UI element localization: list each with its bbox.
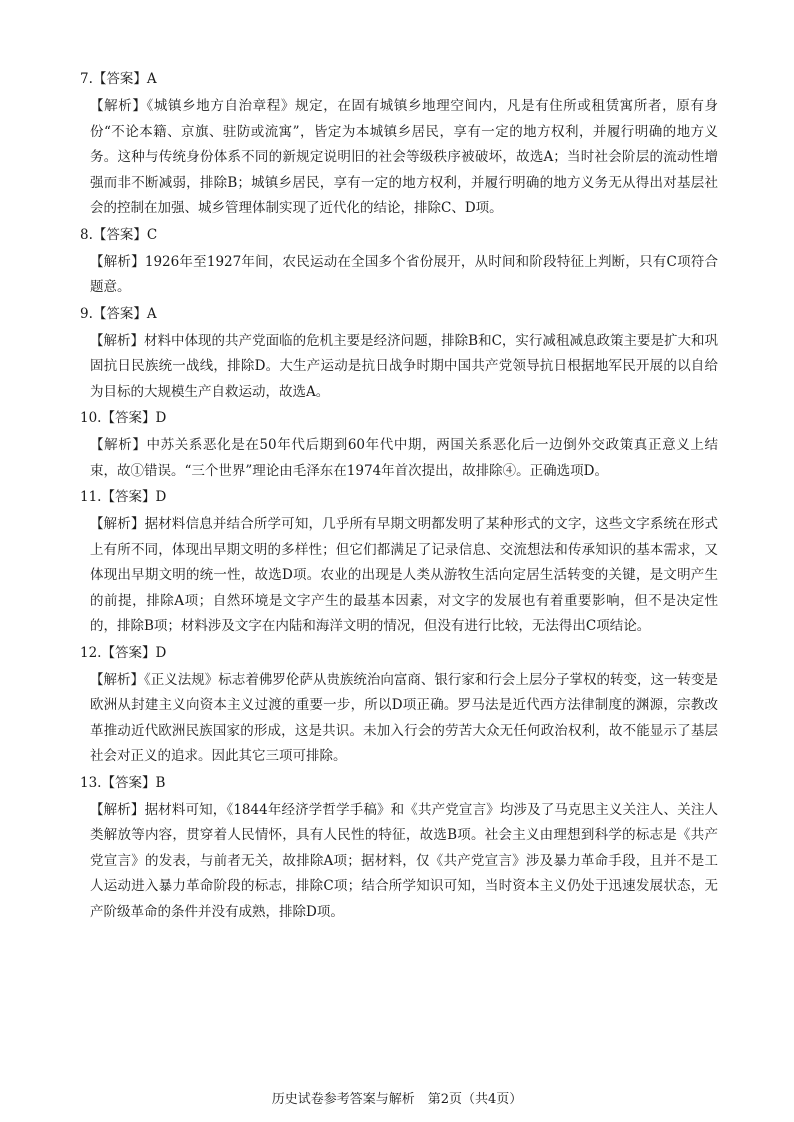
analysis-paragraph: 【解析】《正义法规》标志着佛罗伦萨从贵族统治向富商、银行家和行会上层分子掌权的转变，这一转变是欧洲从封建主义向资本主义过渡的重要一步，所以D项正确。罗马法是近代西方法律制度的渊源，宗教改革推动近代欧洲民族国家的形成，这是共识。未加入行会的劳苦大众无任何政治权利，故不能显示了基层社会对正义的追求。因此其它三项可排除。 [90, 671, 718, 764]
question-item-11 [78, 488, 718, 640]
answer-list [78, 70, 718, 929]
answer-line: 11.【答案】D [80, 489, 167, 505]
answer-line: 9.【答案】A [80, 305, 157, 322]
analysis-paragraph: 【解析】《城镇乡地方自治章程》规定，在固有城镇乡地理空间内，凡是有住所或租赁寓所者，原有身份“不论本籍、京旗、驻防或流寓”，皆定为本城镇乡居民，享有一定的地方权利，并履行明确的地方义务。这种与传统身份体系不同的新规定说明旧的社会等级秩序被破坏，故选A；当时社会阶层的流动性增强而非不断减弱，排除B；城镇乡居民，享有一定的地方权利，并履行明确的地方义务无从得出对基层社会的控制在加强、城乡管理体制实现了近代化的结论，排除C、D项。 [90, 98, 718, 216]
analysis-paragraph: 【解析】据材料信息并结合所学可知，几乎所有早期文明都发明了某种形式的文字，这些文字系统在形式上有所不同，体现出早期文明的多样性；但它们都满足了记录信息、交流想法和传承知识的基本需求，又体现出早期文明的统一性，故选D项。农业的出现是人类从游牧生活向定居生活转变的关键，是文明产生的前提，排除A项；自然环境是文字产生的最基本因素，对文字的发展也有着重要影响，但不是决定性的，排除B项；材料涉及文字在内陆和海洋文明的情况，但没有进行比较，无法得出C项结论。 [90, 516, 718, 634]
answer-line: 10.【答案】D [80, 410, 167, 426]
analysis-paragraph: 【解析】1926年至1927年间，农民运动在全国多个省份展开，从时间和阶段特征上判断，只有C项符合题意。 [90, 253, 718, 295]
answer-line: 7.【答案】A [80, 71, 157, 87]
question-item-12 [78, 644, 718, 770]
page-footer: 历史试卷参考答案与解析 第2页（共4页） [271, 1092, 523, 1107]
question-item-9 [78, 305, 718, 406]
analysis-paragraph: 【解析】据材料可知，《1844年经济学哲学手稿》和《共产党宣言》均涉及了马克思主义关注人、关注人类解放等内容，贯穿着人民情怀，具有人民性的特征，故选B项。社会主义由理想到科学的标志是《共产党宣言》的发表，与前者无关，故排除A项；据材料，仅《共产党宣言》涉及暴力革命手段，且并不是工人运动进入暴力革命阶段的标志，排除C项；结合所学知识可知，当时资本主义仍处于迅速发展状态，无产阶级革命的条件并没有成熟，排除D项。 [90, 801, 718, 920]
answer-line: 8.【答案】C [80, 226, 158, 243]
question-item-13 [78, 774, 718, 926]
analysis-paragraph: 【解析】材料中体现的共产党面临的危机主要是经济问题，排除B和C，实行减租减息政策主要是扩大和巩固抗日民族统一战线，排除D。大生产运动是抗日战争时期中国共产党领导抗日根据地军民开展的以自给为目标的大规模生产自救运动，故选A。 [90, 332, 718, 400]
analysis-paragraph: 【解析】中苏关系恶化是在50年代后期到60年代中期，两国关系恶化后一边倒外交政策真正意义上结束，故①错误。“三个世界”理论由毛泽东在1974年首次提出，故排除④。正确选项D。 [90, 437, 718, 479]
question-item-8 [78, 226, 718, 301]
question-item-7 [78, 70, 718, 222]
answer-line: 12.【答案】D [80, 644, 167, 661]
answer-line: 13.【答案】B [80, 774, 166, 791]
question-item-10 [78, 409, 718, 484]
